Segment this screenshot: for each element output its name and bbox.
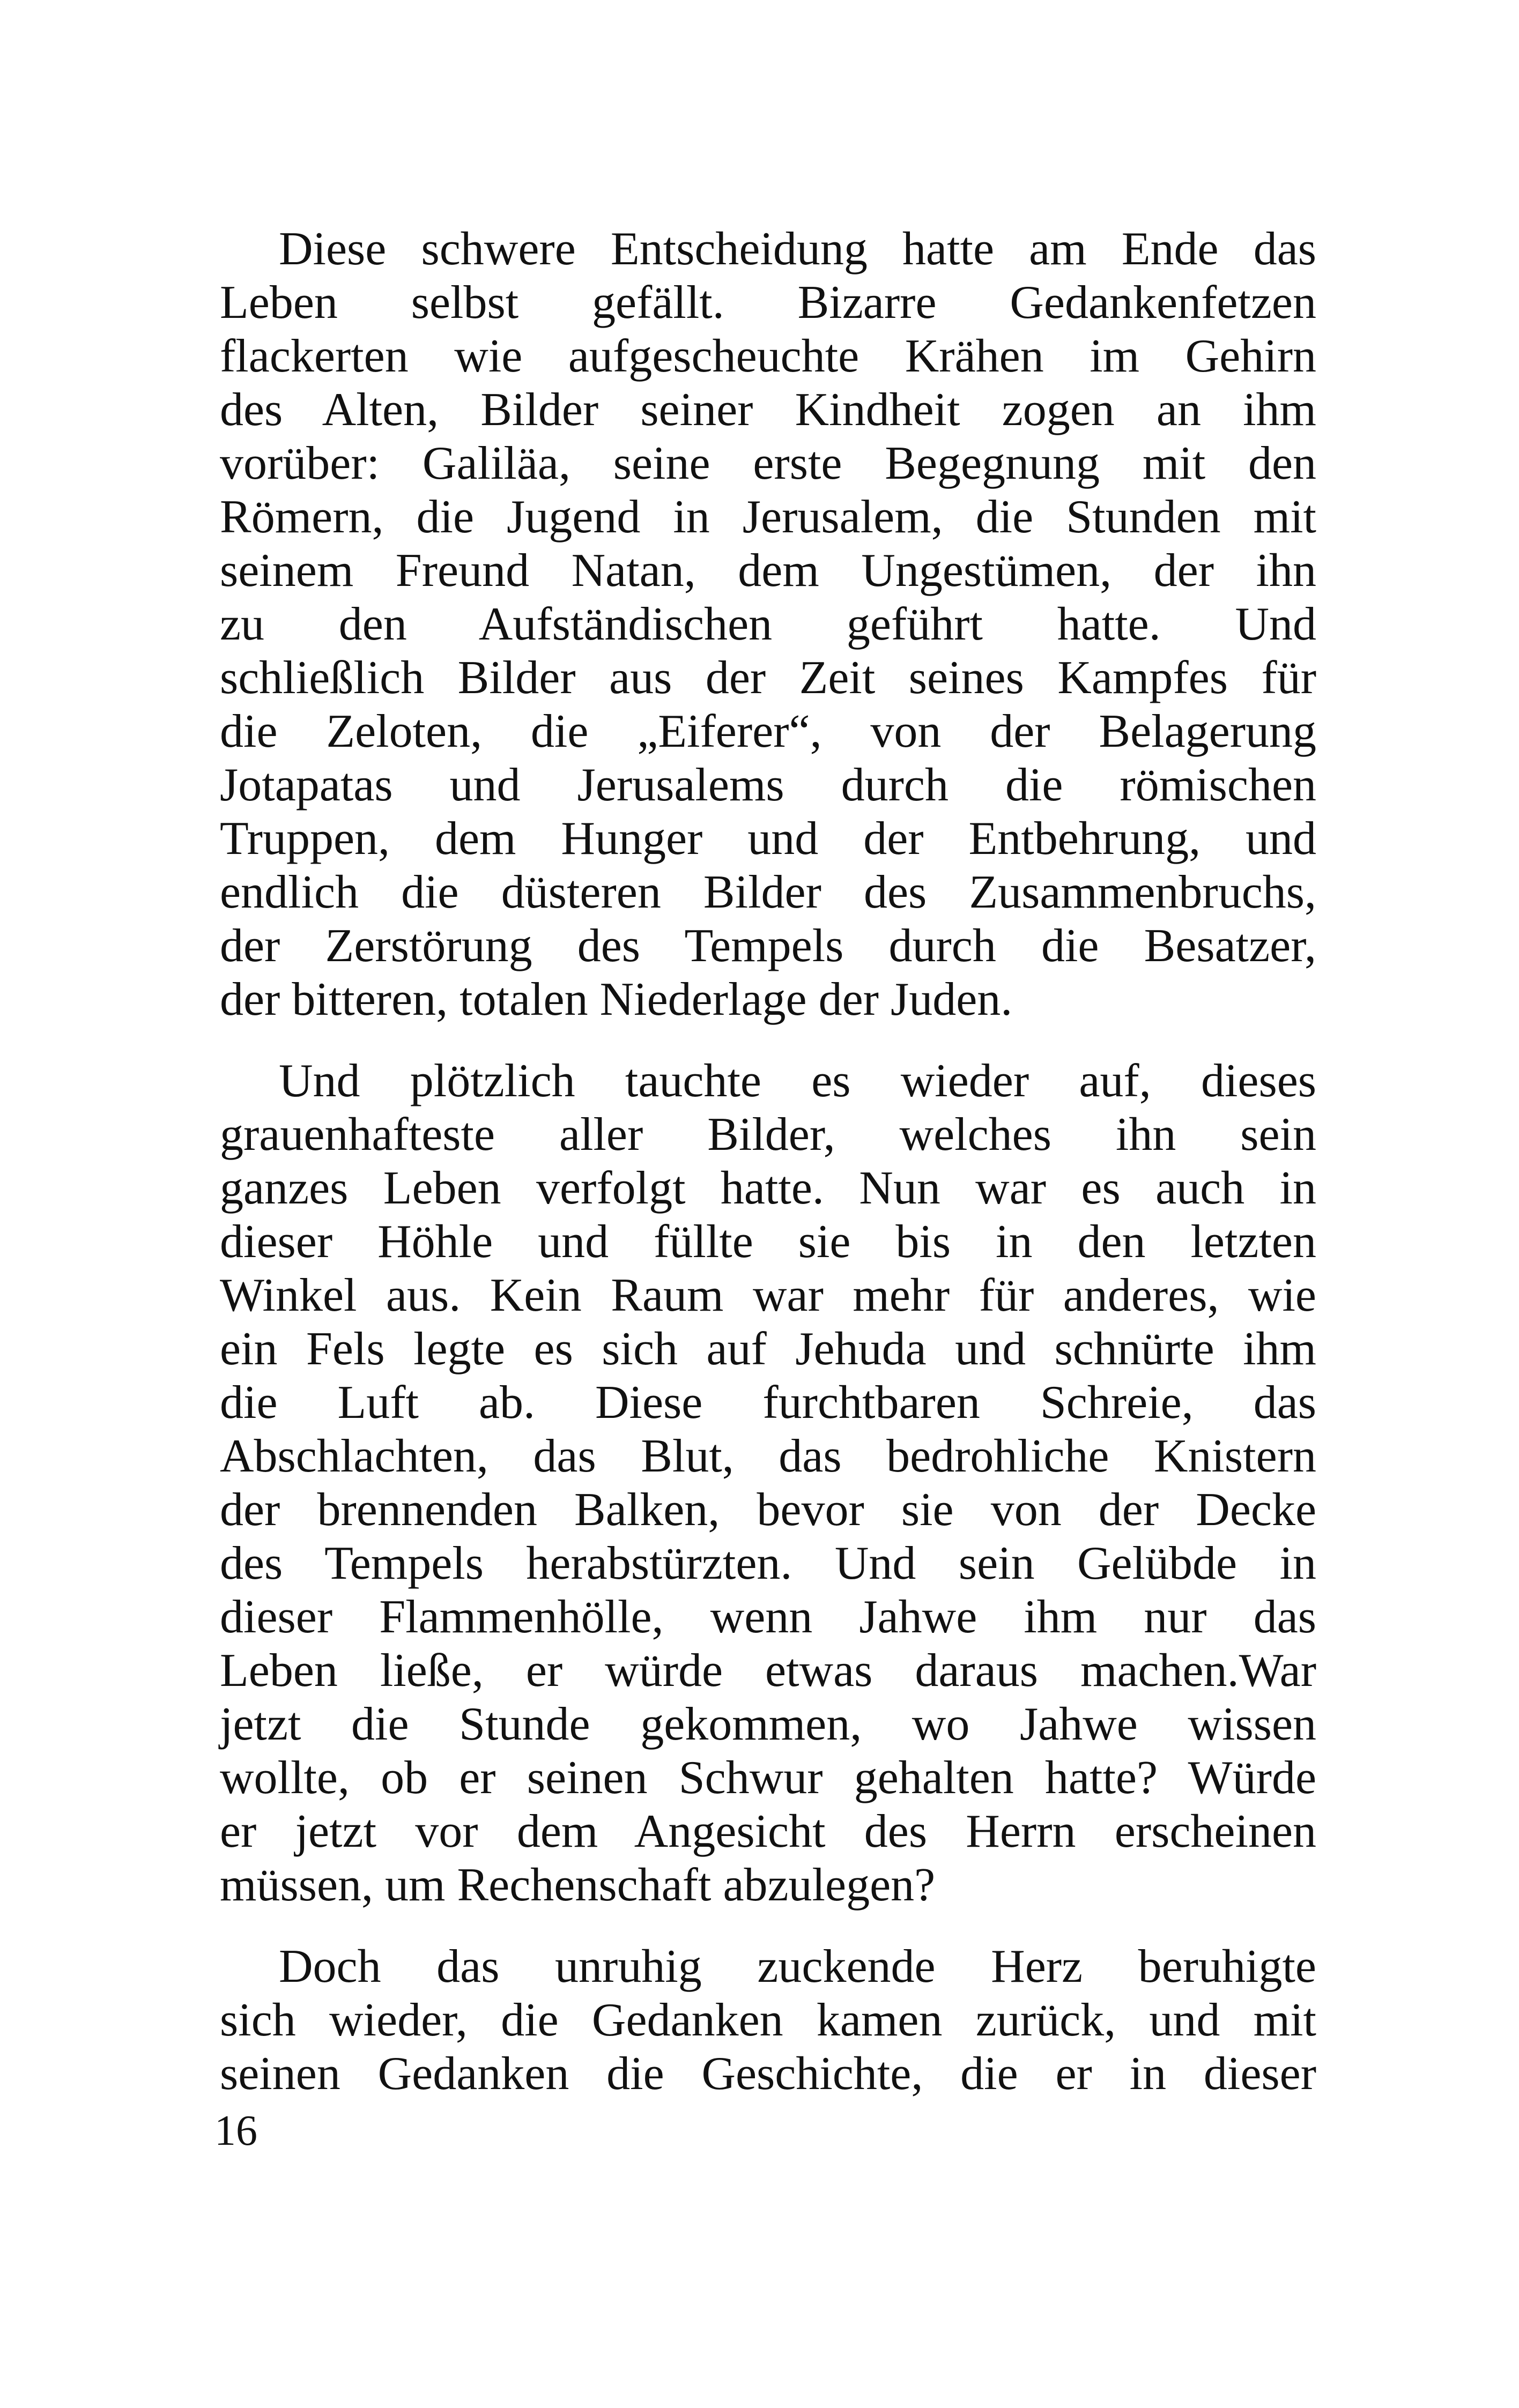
body-text xyxy=(220,222,1316,2101)
text-line: wollte, ob er seinen Schwur gehalten hatte? Würde xyxy=(220,1752,1316,1804)
text-line: Truppen, dem Hunger und der Entbehrung, und xyxy=(220,813,1316,865)
text-line: Leben selbst gefällt. Bizarre Gedankenfetzen xyxy=(220,277,1316,329)
text-line: Jotapatas und Jerusalems durch die römischen xyxy=(220,759,1316,811)
text-line: Römern, die Jugend in Jerusalem, die Stunden mit xyxy=(220,491,1316,543)
paragraph-3 xyxy=(220,1940,1316,2101)
text-line: der bitteren, totalen Niederlage der Juden. xyxy=(220,973,1013,1025)
text-line: die Luft ab. Diese furchtbaren Schreie, das xyxy=(220,1377,1316,1429)
text-line: zu den Aufständischen geführt hatte. Und xyxy=(220,598,1316,650)
page-number: 16 xyxy=(214,2107,257,2154)
text-line: seinem Freund Natan, dem Ungestümen, der ihn xyxy=(220,545,1316,597)
text-line: ein Fels legte es sich auf Jehuda und schnürte ihm xyxy=(220,1323,1316,1375)
text-line: des Alten, Bilder seiner Kindheit zogen an ihm xyxy=(220,384,1316,436)
text-line: Leben ließe, er würde etwas daraus machen.War xyxy=(220,1645,1316,1697)
text-line: die Zeloten, die „Eiferer“, von der Belagerung xyxy=(220,705,1316,757)
text-line: des Tempels herabstürzten. Und sein Gelübde in xyxy=(220,1537,1316,1589)
text-line: dieser Höhle und füllte sie bis in den letzten xyxy=(220,1216,1316,1268)
text-line: vorüber: Galiläa, seine erste Begegnung mit den xyxy=(220,437,1316,489)
text-line: ganzes Leben verfolgt hatte. Nun war es auch in xyxy=(220,1162,1316,1214)
text-line: Doch das unruhig zuckende Herz beruhigte xyxy=(279,1941,1316,1993)
text-line: dieser Flammenhölle, wenn Jahwe ihm nur das xyxy=(220,1591,1316,1643)
text-line: Winkel aus. Kein Raum war mehr für anderes, wie xyxy=(220,1269,1316,1321)
text-line: seinen Gedanken die Geschichte, die er in dieser xyxy=(220,2048,1316,2100)
text-line: er jetzt vor dem Angesicht des Herrn erscheinen xyxy=(220,1805,1316,1857)
text-line: endlich die düsteren Bilder des Zusammenbruchs, xyxy=(220,866,1316,918)
text-line: grauenhafteste aller Bilder, welches ihn sein xyxy=(220,1109,1316,1161)
text-line: Und plötzlich tauchte es wieder auf, dieses xyxy=(279,1055,1316,1107)
text-line: der Zerstörung des Tempels durch die Besatzer, xyxy=(220,920,1316,972)
text-line: müssen, um Rechenschaft abzulegen? xyxy=(220,1859,936,1911)
text-line: Abschlachten, das Blut, das bedrohliche Knistern xyxy=(220,1430,1316,1482)
text-line: sich wieder, die Gedanken kamen zurück, und mit xyxy=(220,1994,1316,2046)
text-line: Diese schwere Entscheidung hatte am Ende das xyxy=(279,223,1316,275)
paragraph-2 xyxy=(220,1054,1316,1912)
text-line: schließlich Bilder aus der Zeit seines Kampfes für xyxy=(220,652,1316,704)
text-line: flackerten wie aufgescheuchte Krähen im Gehirn xyxy=(220,330,1316,382)
paragraph-1 xyxy=(220,222,1316,1027)
text-line: jetzt die Stunde gekommen, wo Jahwe wissen xyxy=(220,1698,1316,1750)
text-line: der brennenden Balken, bevor sie von der Decke xyxy=(220,1484,1316,1536)
